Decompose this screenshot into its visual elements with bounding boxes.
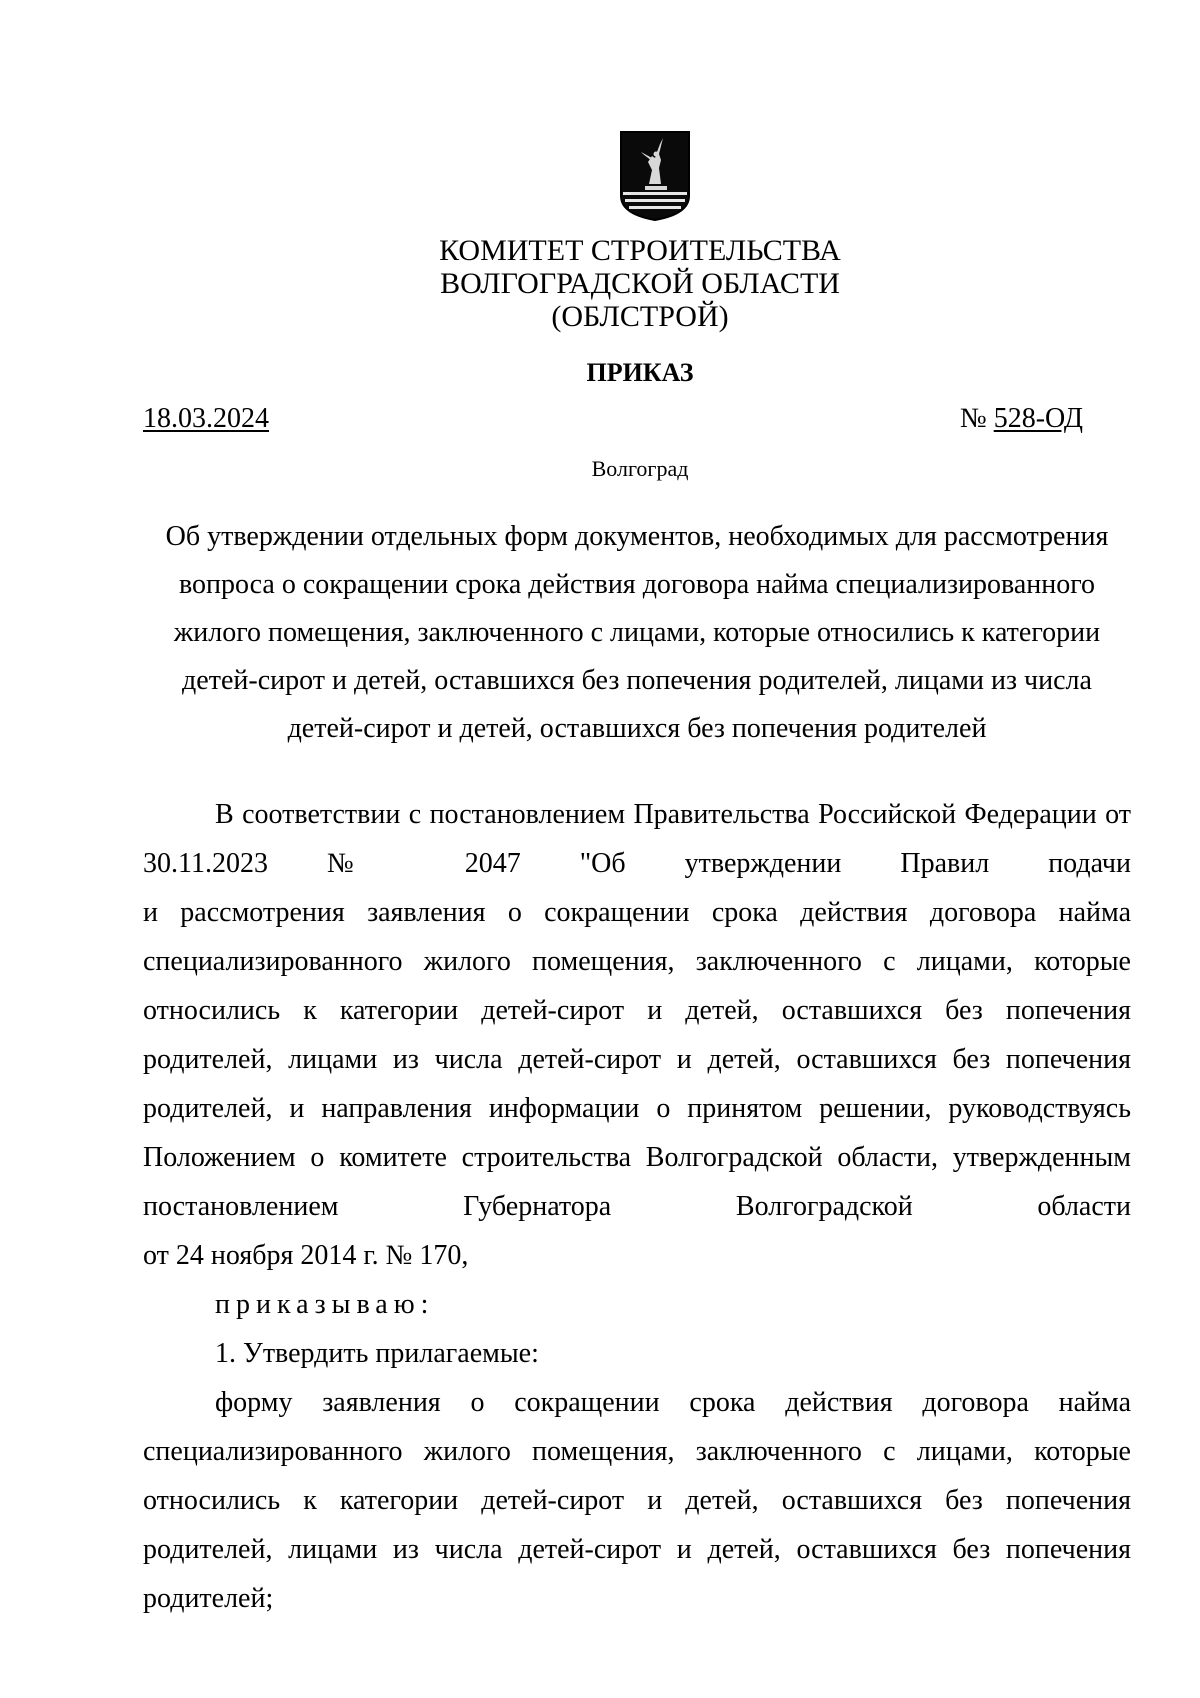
title-line: детей-сирот и детей, оставшихся без попечения родителей	[287, 713, 987, 744]
org-line-1: КОМИТЕТ СТРОИТЕЛЬСТВА	[439, 234, 841, 267]
body-line: Положением о комитете строительства Волгоградской области, утвержденным	[143, 1142, 1131, 1173]
title-line: вопроса о сокращении срока действия договора найма специализированного	[178, 569, 1096, 600]
order-word: приказываю:	[215, 1289, 435, 1320]
body-line: родителей, лицами из числа детей-сирот и детей, оставшихся без попечения	[143, 1044, 1131, 1075]
title-line: детей-сирот и детей, оставшихся без попечения родителей, лицами из числа	[182, 665, 1092, 696]
organization-name	[300, 234, 980, 333]
number-value: 528-ОД	[993, 403, 1083, 434]
body-line: специализированного жилого помещения, заключенного с лицами, которые	[143, 1436, 1131, 1467]
document-date: 18.03.2024	[143, 403, 269, 434]
body-line: специализированного жилого помещения, заключенного с лицами, которые	[143, 946, 1131, 977]
body-line: родителей, лицами из числа детей-сирот и детей, оставшихся без попечения	[143, 1534, 1131, 1565]
document-city: Волгоград	[591, 456, 689, 481]
document-body	[143, 790, 1131, 1623]
org-line-2: ВОЛГОГРАДСКОЙ ОБЛАСТИ	[440, 267, 840, 300]
org-line-3: (ОБЛСТРОЙ)	[551, 300, 729, 333]
number-prefix: №	[960, 403, 994, 434]
document-number	[960, 403, 1083, 435]
item-1: 1. Утвердить прилагаемые:	[215, 1338, 539, 1369]
body-line: постановлением Губернатора Волгоградской области	[143, 1191, 1131, 1222]
body-line: относились к категории детей-сирот и детей, оставшихся без попечения	[143, 995, 1131, 1026]
body-line: и рассмотрения заявления о сокращении срока действия договора найма	[143, 897, 1131, 928]
title-line: Об утверждении отдельных форм документов, необходимых для рассмотрения	[165, 521, 1109, 552]
document-type: ПРИКАЗ	[586, 358, 694, 387]
coat-of-arms-icon	[619, 130, 691, 222]
body-line: относились к категории детей-сирот и детей, оставшихся без попечения	[143, 1485, 1131, 1516]
body-line: форму заявления о сокращении срока действия договора найма	[215, 1387, 1131, 1418]
body-line: В соответствии с постановлением Правительства Российской Федерации от	[215, 799, 1131, 830]
body-line: 30.11.2023 № 2047 "Об утверждении Правил подачи	[143, 848, 1131, 879]
body-line: родителей;	[143, 1583, 274, 1614]
document-title	[143, 513, 1131, 753]
title-line: жилого помещения, заключенного с лицами, которые относились к категории	[173, 617, 1101, 648]
body-line: родителей, и направления информации о принятом решении, руководствуясь	[143, 1093, 1131, 1124]
body-line: от 24 ноября 2014 г. № 170,	[143, 1240, 469, 1271]
